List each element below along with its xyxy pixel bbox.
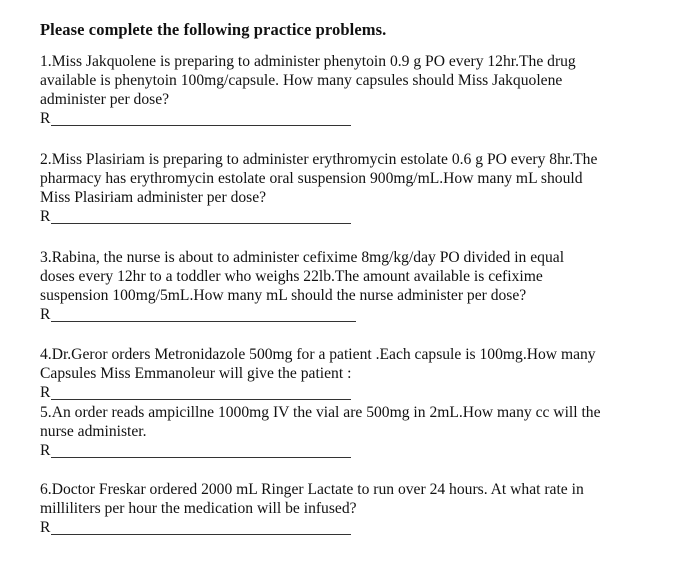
problem-5-line-1: 5.An order reads ampicillne 1000mg IV the vial are 500mg in 2mL.How many cc will the xyxy=(40,404,601,421)
problem-6-answer-label: R xyxy=(40,519,51,536)
problem-6-line-1: 6.Doctor Freskar ordered 2000 mL Ringer Lactate to run over 24 hours. At what rate in xyxy=(40,481,584,498)
problem-5-answer-line[interactable] xyxy=(40,441,601,460)
problem-6-line-2: milliliters per hour the medication will be infused? xyxy=(40,500,357,517)
problem-4-line-1: 4.Dr.Geror orders Metronidazole 500mg for a patient .Each capsule is 100mg.How many xyxy=(40,346,596,363)
problem-1-line-1: 1.Miss Jakquolene is preparing to administer phenytoin 0.9 g PO every 12hr.The drug xyxy=(40,53,576,70)
problem-3-answer-line[interactable] xyxy=(40,305,564,324)
problem-5-answer-blank[interactable] xyxy=(51,443,351,458)
problem-2-answer-label: R xyxy=(40,208,51,225)
problem-2-answer-blank[interactable] xyxy=(51,209,351,224)
problem-5-line-2: nurse administer. xyxy=(40,423,147,440)
problem-3-line-1: 3.Rabina, the nurse is about to administer cefixime 8mg/kg/day PO divided in equal xyxy=(40,249,565,266)
problem-4-answer-label: R xyxy=(40,384,51,401)
problem-1-answer-label: R xyxy=(40,110,51,127)
problem-2-line-2: pharmacy has erythromycin estolate oral suspension 900mg/mL.How many mL should xyxy=(40,170,583,187)
problem-6 xyxy=(40,480,584,537)
problem-1 xyxy=(40,52,576,128)
problem-1-answer-blank[interactable] xyxy=(51,111,351,126)
problem-1-answer-line[interactable] xyxy=(40,109,576,128)
problem-3-answer-blank[interactable] xyxy=(51,307,356,322)
problem-6-answer-line[interactable] xyxy=(40,518,584,537)
problem-4-answer-line[interactable] xyxy=(40,383,596,402)
problem-2-line-3: Miss Plasiriam administer per dose? xyxy=(40,189,267,206)
problem-1-line-2: available is phenytoin 100mg/capsule. How many capsules should Miss Jakquolene xyxy=(40,72,563,89)
problem-2-line-1: 2.Miss Plasiriam is preparing to administer erythromycin estolate 0.6 g PO every 8hr.The xyxy=(40,151,598,168)
problem-3 xyxy=(40,248,564,324)
problem-3-line-2: doses every 12hr to a toddler who weighs 22lb.The amount available is cefixime xyxy=(40,268,543,285)
worksheet-heading: Please complete the following practice problems. xyxy=(40,20,387,39)
problem-3-answer-label: R xyxy=(40,306,51,323)
problem-4 xyxy=(40,345,596,402)
problem-6-answer-blank[interactable] xyxy=(51,520,351,535)
problem-2 xyxy=(40,150,597,226)
problem-5-answer-label: R xyxy=(40,442,51,459)
problem-4-line-2: Capsules Miss Emmanoleur will give the patient : xyxy=(40,365,352,382)
problem-2-answer-line[interactable] xyxy=(40,207,597,226)
problem-5 xyxy=(40,403,601,460)
problem-1-line-3: administer per dose? xyxy=(40,91,170,108)
problem-3-line-3: suspension 100mg/5mL.How many mL should the nurse administer per dose? xyxy=(40,287,527,304)
problem-4-answer-blank[interactable] xyxy=(51,385,351,400)
